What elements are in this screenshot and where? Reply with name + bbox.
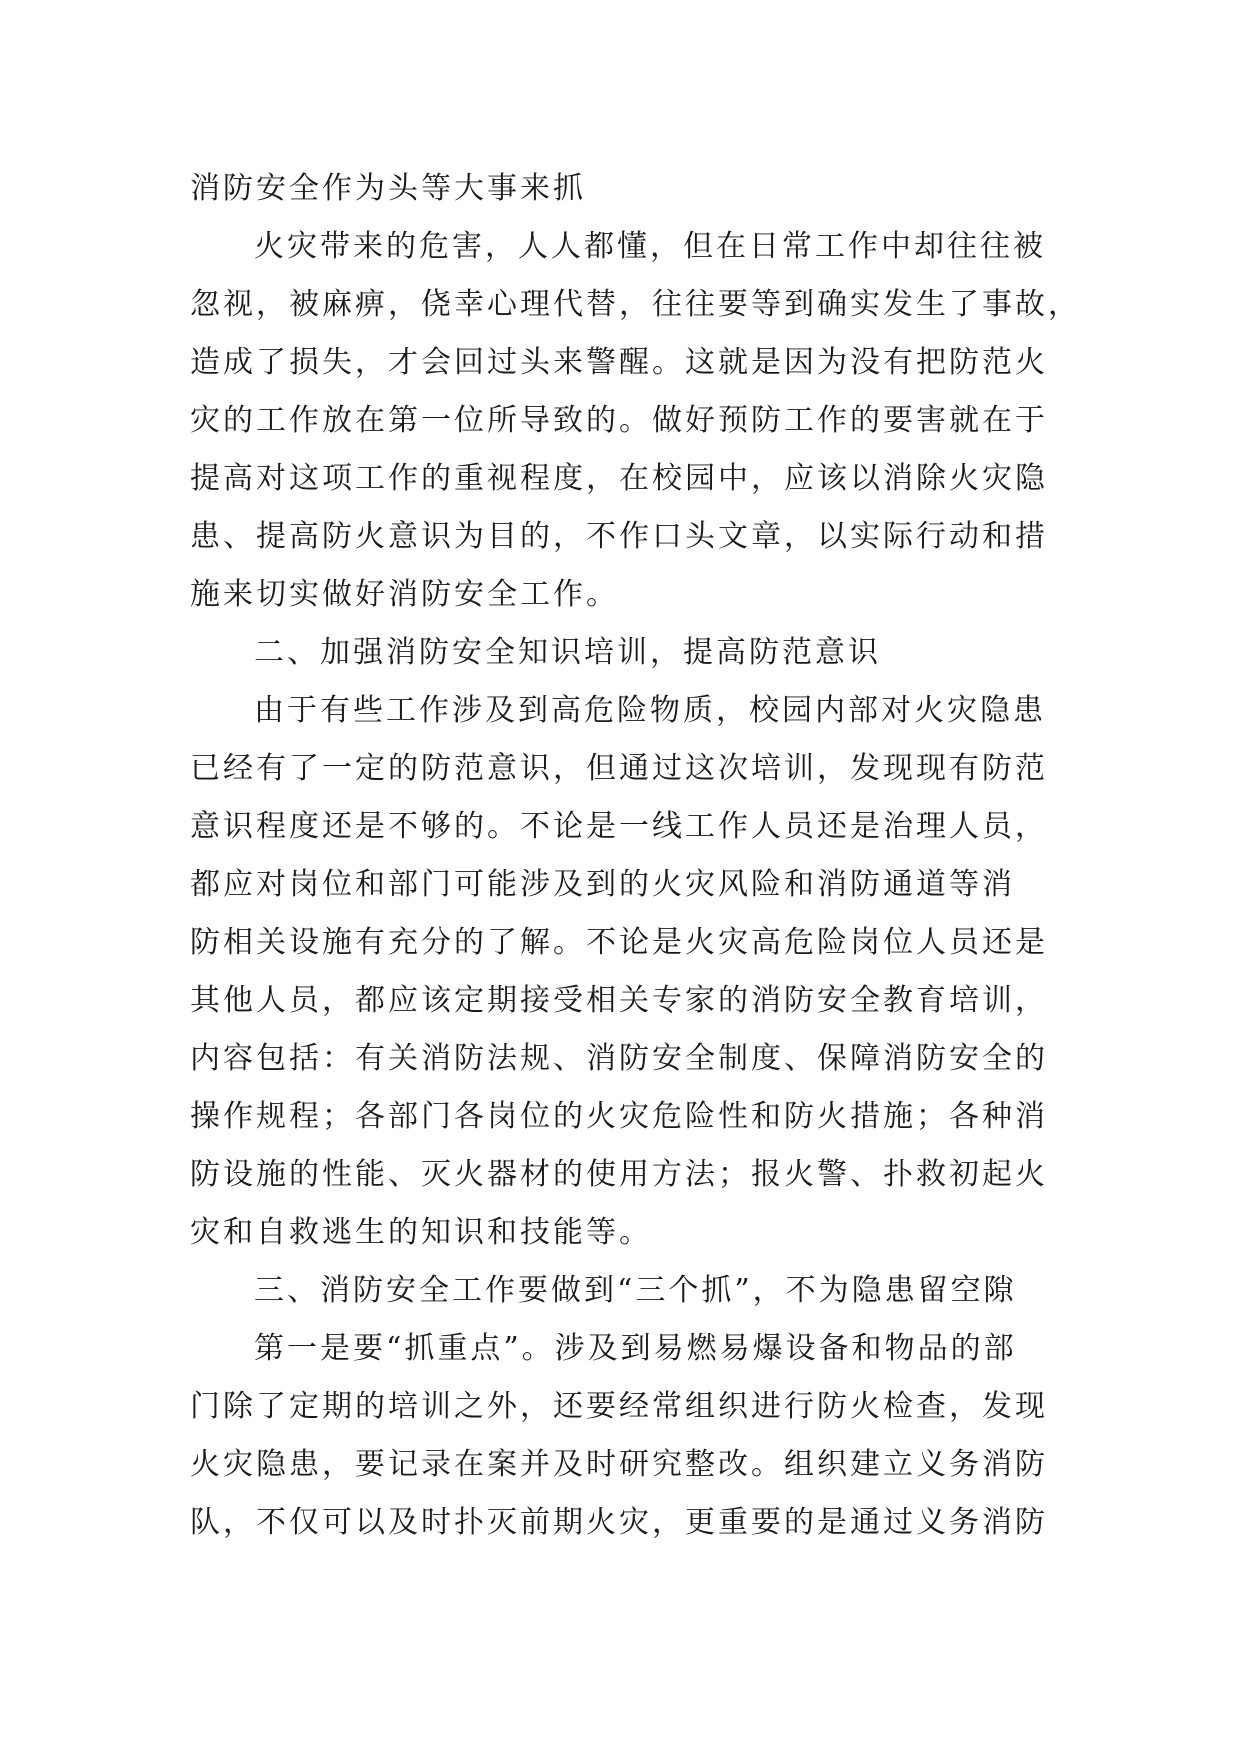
text-line: 施来切实做好消防安全工作。 <box>190 577 619 612</box>
text-line: 患、提高防火意识为目的，不作口头文章，以实际行动和措 <box>190 519 1048 554</box>
text-line: 提高对这项工作的重视程度，在校园中，应该以消除火灾隐 <box>190 461 1048 496</box>
text-line: 队，不仅可以及时扑灭前期火灾，更重要的是通过义务消防 <box>190 1505 1048 1540</box>
text-line: 防设施的性能、灭火器材的使用方法；报火警、扑救初起火 <box>190 1157 1048 1192</box>
text-line: 造成了损失，才会回过头来警醒。这就是因为没有把防范火 <box>190 345 1048 380</box>
text-line: 操作规程；各部门各岗位的火灾危险性和防火措施；各种消 <box>190 1099 1048 1134</box>
text-line: 火灾隐患，要记录在案并及时研究整改。组织建立义务消防 <box>190 1447 1048 1482</box>
text-line: 防相关设施有充分的了解。不论是火灾高危险岗位人员还是 <box>190 925 1048 960</box>
document-body <box>190 160 1081 1552</box>
text-line: 灾的工作放在第一位所导致的。做好预防工作的要害就在于 <box>190 403 1048 438</box>
text-line: 由于有些工作涉及到高危险物质，校园内部对火灾隐患 <box>254 693 1046 728</box>
text-line: 第一是要“抓重点”。涉及到易燃易爆设备和物品的部 <box>254 1331 1017 1366</box>
text-line: 门除了定期的培训之外，还要经常组织进行防火检查，发现 <box>190 1389 1048 1424</box>
text-line: 内容包括：有关消防法规、消防安全制度、保障消防安全的 <box>190 1041 1048 1076</box>
text-line: 其他人员，都应该定期接受相关专家的消防安全教育培训， <box>190 983 1048 1018</box>
text-line: 灾和自救逃生的知识和技能等。 <box>190 1215 652 1250</box>
text-line: 已经有了一定的防范意识，但通过这次培训，发现现有防范 <box>190 751 1048 786</box>
text-line: 意识程度还是不够的。不论是一线工作人员还是治理人员， <box>190 809 1048 844</box>
text-line: 三、消防安全工作要做到“三个抓”，不为隐患留空隙 <box>254 1273 1017 1308</box>
text-line: 消防安全作为头等大事来抓 <box>190 171 586 206</box>
text-line: 忽视，被麻痹，侥幸心理代替，往往要等到确实发生了事故， <box>190 287 1081 322</box>
text-line: 二、加强消防安全知识培训，提高防范意识 <box>254 635 881 670</box>
text-line: 火灾带来的危害，人人都懂，但在日常工作中却往往被 <box>254 229 1046 264</box>
text-line: 都应对岗位和部门可能涉及到的火灾风险和消防通道等消 <box>190 867 1015 902</box>
